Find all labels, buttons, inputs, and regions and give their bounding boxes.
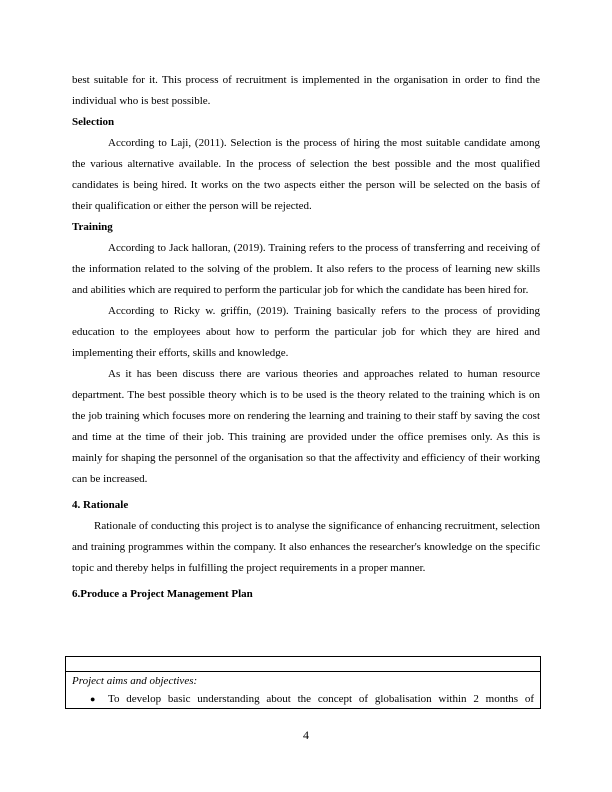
rationale-paragraph: Rationale of conducting this project is to analyse the significance of enhancing recruitment, selection and training programmes within the company. It also enhances the researcher's knowledge on the specific topic and thereby helps in fulfilling the project requirements in a proper manner. (72, 520, 540, 574)
training-paragraph-1: According to Jack halloran, (2019). Training refers to the process of transferring and receiving of the information related to the solving of the problem. It also refers to the process of learning new skills and abilities which are required to perform the particular job for which the candidate has been hired for. (72, 242, 540, 296)
page-number: 4 (303, 728, 309, 742)
page-content (72, 70, 540, 605)
table-row (66, 657, 541, 672)
list-item (72, 690, 534, 708)
training-paragraph-3: As it has been discuss there are various theories and approaches related to human resource department. The best possible theory which is to be used is the theory related to the training which is on the job training which focuses more on rendering the learning and training to their staff by saving the cost and time at the time of their job. This training are provided under the office premises only. As this is mainly for shaping the personnel of the organisation so that the affectivity and efficiency of their working can be increased. (72, 368, 540, 485)
plan-heading: 6.Produce a Project Management Plan (72, 588, 253, 600)
selection-heading: Selection (72, 116, 115, 128)
training-heading: Training (72, 221, 113, 233)
table-aims-cell (66, 672, 541, 709)
table-row (66, 672, 541, 709)
selection-paragraph: According to Laji, (2011). Selection is the process of hiring the most suitable candidate among the various alternative available. In the process of selection the best possible and the most qualified candidates is being hired. It works on the two aspects either the person will be selected on the basis of their qualification or either the person will be rejected. (72, 137, 540, 212)
aims-label: Project aims and objectives: (72, 675, 198, 687)
project-plan-table (65, 656, 541, 709)
bullet-icon: ● (90, 694, 96, 704)
training-paragraph-2: According to Ricky w. griffin, (2019). Training basically refers to the process of providing education to the employees about how to perform the particular job for which they are hired and implementing their efforts, skills and knowledge. (72, 305, 540, 359)
table-empty-cell (66, 657, 541, 672)
intro-continuation: best suitable for it. This process of recruitment is implemented in the organisation in order to find the individual who is best possible. (72, 74, 540, 107)
rationale-heading: 4. Rationale (72, 499, 129, 511)
bullet-text: To develop basic understanding about the concept of globalisation within 2 months of (108, 693, 534, 705)
